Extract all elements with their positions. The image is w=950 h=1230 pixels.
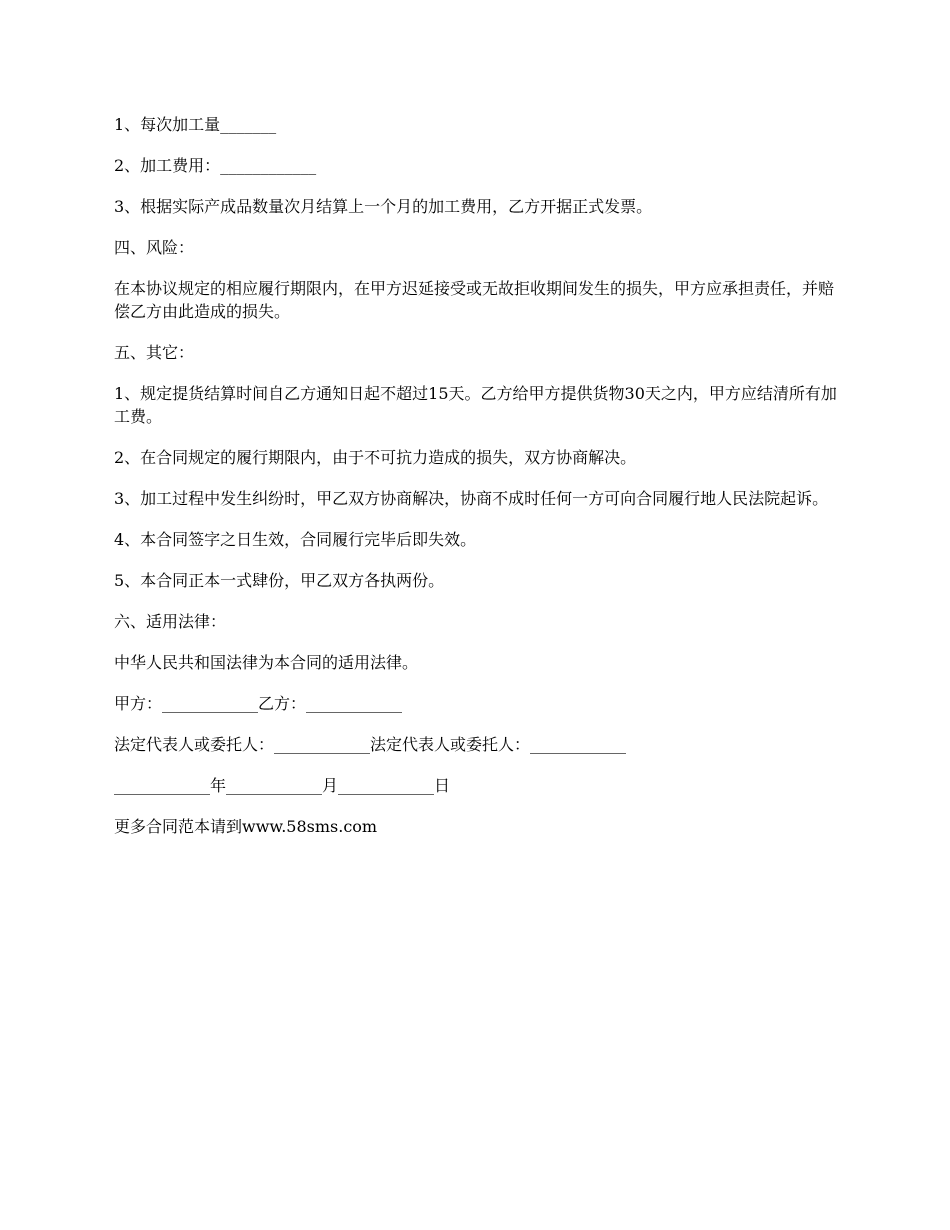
other-clause-3: 3、加工过程中发生纠纷时，甲乙双方协商解决，协商不成时任何一方可向合同履行地人民法院起诉。: [114, 489, 829, 508]
settlement-clause: 3、根据实际产成品数量次月结算上一个月的加工费用，乙方开据正式发票。: [114, 197, 653, 216]
other-clause-2: 2、在合同规定的履行期限内，由于不可抗力造成的损失，双方协商解决。: [114, 448, 637, 467]
other-clause-4: 4、本合同签字之日生效，合同履行完毕后即失效。: [114, 530, 477, 549]
section-heading-other: 五、其它：: [114, 343, 195, 362]
law-clause: 中华人民共和国法律为本合同的适用法律。: [114, 653, 419, 672]
party-signature-line: 甲方：____________乙方：____________: [114, 694, 403, 713]
other-clause-5: 5、本合同正本一式肆份，甲乙双方各执两份。: [114, 571, 445, 590]
section-heading-law: 六、适用法律：: [114, 612, 227, 631]
section-heading-risk: 四、风险：: [114, 238, 195, 257]
other-clause-1: 1、规定提货结算时间自乙方通知日起不超过15天。乙方给甲方提供货物30天之内，甲方应结清所有加工费。: [114, 384, 837, 426]
representative-signature-line: 法定代表人或委托人：____________法定代表人或委托人：____________: [114, 735, 627, 754]
footer-note: 更多合同范本请到www.58sms.com: [114, 817, 378, 836]
processing-quantity-line: 1、每次加工量_______: [114, 115, 277, 134]
risk-clause: 在本协议规定的相应履行期限内，在甲方迟延接受或无故拒收期间发生的损失，甲方应承担责任，并赔偿乙方由此造成的损失。: [114, 279, 835, 321]
document-body: [114, 113, 844, 856]
processing-fee-line: 2、加工费用：____________: [114, 156, 317, 175]
date-line: ____________年____________月____________日: [114, 776, 451, 795]
